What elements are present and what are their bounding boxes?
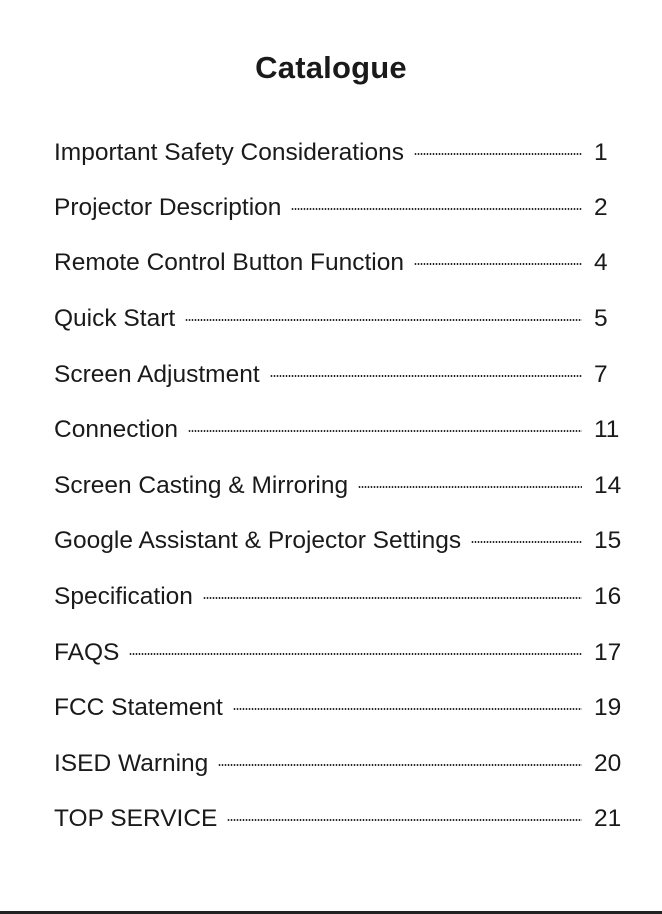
toc-dot-leader [291,208,582,210]
toc-entry-page: 20 [594,750,622,777]
toc-entry-page: 5 [594,305,608,332]
toc-entry-fcc-statement [54,688,624,728]
toc-entry-specification [54,577,624,617]
toc-entry-label: Screen Adjustment [54,361,260,388]
toc-entry-page: 16 [594,583,622,610]
toc-dot-leader [233,708,582,710]
toc-entry-label: ISED Warning [54,750,209,777]
toc-dot-leader [218,764,582,766]
toc-entry-page: 11 [594,416,620,443]
toc-entry-label: Google Assistant & Projector Settings [54,527,462,554]
toc-entry-page: 1 [594,139,608,166]
toc-entry-page: 17 [594,639,622,666]
toc-entry-page: 4 [594,249,608,276]
toc-dot-leader [270,375,582,377]
toc-entry-safety [54,133,624,173]
toc-entry-connection [54,410,624,450]
toc-dot-leader [203,597,582,599]
toc-entry-faqs [54,633,624,673]
toc-entry-page: 7 [594,361,608,388]
page-title: Catalogue [255,50,407,85]
toc-entry-google-assistant [54,521,624,561]
toc-entry-projector-description [54,188,624,228]
toc-entry-label: TOP SERVICE [54,805,218,832]
toc-entry-label: FCC Statement [54,694,223,721]
toc-entry-label: Important Safety Considerations [54,139,404,166]
toc-entry-page: 21 [594,805,622,832]
toc-entry-quick-start [54,299,624,339]
toc-dot-leader [188,430,582,432]
toc-entry-page: 15 [594,527,622,554]
toc-entry-label: Connection [54,416,178,443]
toc-entry-label: Remote Control Button Function [54,249,404,276]
toc-dot-leader [414,153,582,155]
toc-entry-label: Screen Casting & Mirroring [54,472,349,499]
toc-entry-label: FAQS [54,639,120,666]
toc-dot-leader [129,653,582,655]
toc-entry-screen-adjustment [54,355,624,395]
toc-entry-label: Quick Start [54,305,176,332]
toc-entry-screen-casting [54,466,624,506]
toc-entry-label: Specification [54,583,193,610]
toc-dot-leader [227,819,582,821]
toc-entry-label: Projector Description [54,194,282,221]
toc-dot-leader [185,319,582,321]
toc-entry-ised-warning [54,744,624,784]
toc-dot-leader [471,541,582,543]
toc-entry-top-service [54,799,624,839]
toc-entry-page: 19 [594,694,622,721]
toc-entry-page: 2 [594,194,608,221]
toc-dot-leader [358,486,582,488]
toc-entry-remote-control [54,243,624,283]
toc-dot-leader [414,263,582,265]
toc-entry-page: 14 [594,472,622,499]
